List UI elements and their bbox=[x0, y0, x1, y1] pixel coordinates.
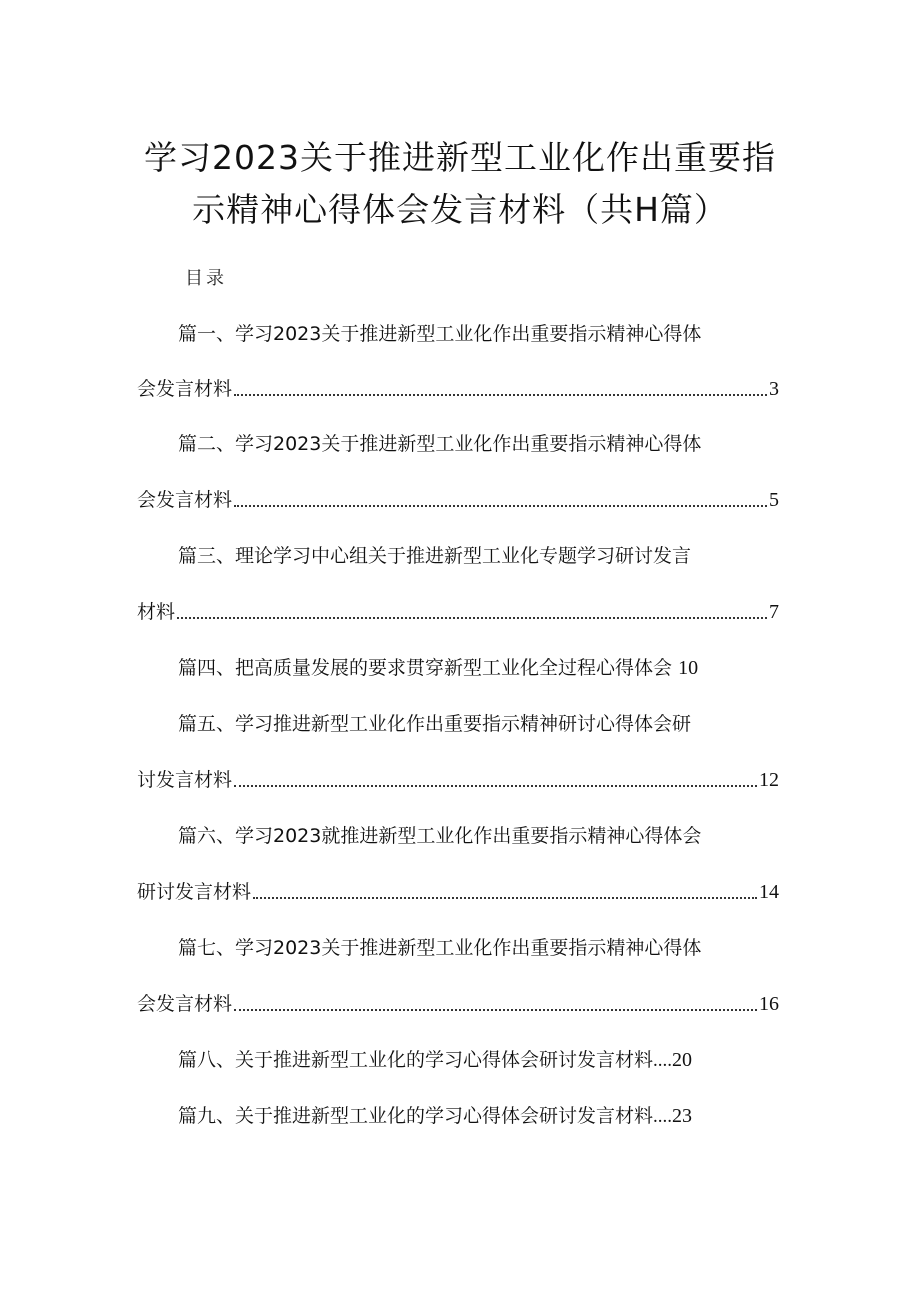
toc-entry-7-line-2[interactable] bbox=[137, 992, 779, 1016]
toc-entry-9[interactable] bbox=[178, 1104, 692, 1129]
toc-page-number: 12 bbox=[759, 769, 779, 791]
toc-entry-5-line-1[interactable]: 篇五、学习推进新型工业化作出重要指示精神研讨心得体会研 bbox=[178, 713, 692, 735]
toc-page-number: 7 bbox=[769, 601, 779, 623]
toc-entry-6-line-2[interactable] bbox=[137, 880, 779, 904]
toc-dot-leader: .... bbox=[653, 1050, 673, 1071]
toc-page-number: 10 bbox=[678, 657, 699, 679]
toc-entry-5-line-2[interactable] bbox=[137, 768, 779, 792]
toc-dot-leader bbox=[234, 1009, 757, 1011]
toc-entry-2-line-2[interactable] bbox=[137, 488, 779, 512]
toc-entry-text: 篇八、关于推进新型工业化的学习心得体会研讨发言材料 bbox=[178, 1049, 654, 1071]
toc-dot-leader bbox=[234, 505, 767, 507]
toc-page-number: 23 bbox=[672, 1105, 693, 1127]
toc-dot-leader bbox=[253, 897, 757, 899]
toc-dot-leader bbox=[177, 617, 767, 619]
toc-entry-text: 研讨发言材料 bbox=[137, 881, 252, 903]
toc-entry-text: 讨发言材料 bbox=[137, 769, 233, 791]
toc-entry-1-line-2[interactable] bbox=[137, 377, 779, 401]
toc-entry-3-line-1[interactable]: 篇三、理论学习中心组关于推进新型工业化专题学习研讨发言 bbox=[178, 545, 692, 567]
toc-entry-3-line-2[interactable] bbox=[137, 600, 779, 624]
toc-dot-leader bbox=[234, 785, 757, 787]
toc-entry-2-line-1[interactable]: 篇二、学习2023关于推进新型工业化作出重要指示精神心得体 bbox=[178, 433, 702, 455]
toc-entry-8[interactable] bbox=[178, 1048, 692, 1073]
toc-page-number: 3 bbox=[769, 378, 779, 400]
toc-entry-text: 材料 bbox=[137, 601, 176, 623]
toc-entry-4[interactable] bbox=[178, 656, 698, 680]
toc-entry-1-line-1[interactable]: 篇一、学习2023关于推进新型工业化作出重要指示精神心得体 bbox=[178, 323, 702, 345]
toc-dot-leader bbox=[234, 394, 767, 396]
toc-entry-6-line-1[interactable]: 篇六、学习2023就推进新型工业化作出重要指示精神心得体会 bbox=[178, 825, 702, 847]
toc-page-number: 5 bbox=[769, 489, 779, 511]
toc-entry-text: 篇四、把高质量发展的要求贯穿新型工业化全过程心得体会 bbox=[178, 657, 673, 679]
toc-page-number: 20 bbox=[672, 1049, 693, 1071]
toc-entry-7-line-1[interactable]: 篇七、学习2023关于推进新型工业化作出重要指示精神心得体 bbox=[178, 937, 702, 959]
document-title-line-1: 学习2023关于推进新型工业化作出重要指 bbox=[144, 138, 776, 177]
toc-entry-text: 会发言材料 bbox=[137, 993, 233, 1015]
toc-page-number: 14 bbox=[759, 881, 779, 903]
toc-entry-text: 篇九、关于推进新型工业化的学习心得体会研讨发言材料 bbox=[178, 1105, 654, 1127]
toc-entry-text: 会发言材料 bbox=[137, 489, 233, 511]
toc-dot-leader: .... bbox=[653, 1106, 673, 1127]
toc-page-number: 16 bbox=[759, 993, 779, 1015]
toc-heading: 目录 bbox=[185, 268, 227, 289]
toc-entry-text: 会发言材料 bbox=[137, 378, 233, 400]
document-title-line-2: 示精神心得体会发言材料（共H篇） bbox=[192, 190, 728, 229]
